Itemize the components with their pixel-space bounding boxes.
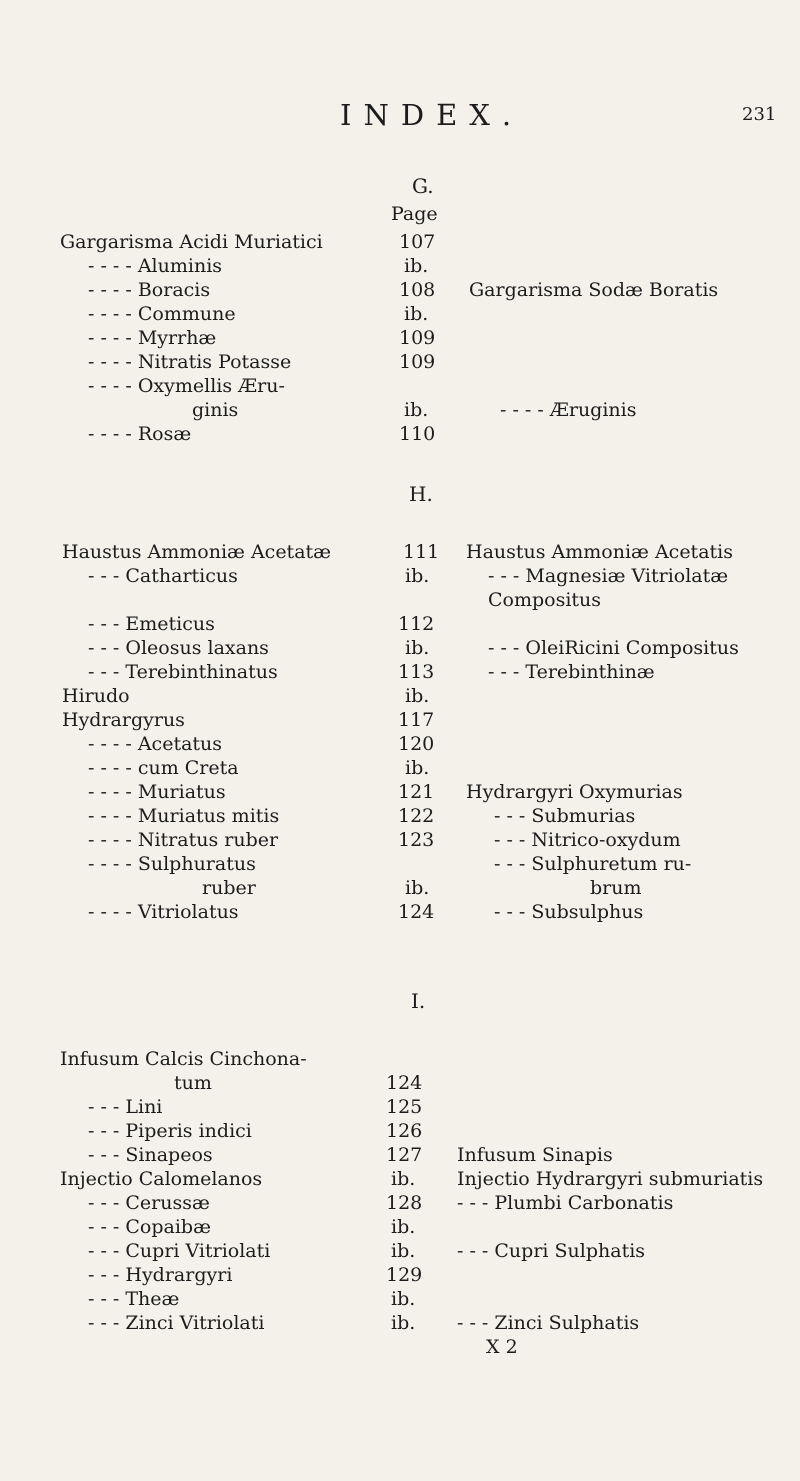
index-entry: - - - Piperis indici <box>88 1120 252 1142</box>
page-ref: 113 <box>398 661 435 683</box>
page-ref: 128 <box>386 1192 423 1214</box>
page-title: INDEX. <box>340 98 524 132</box>
index-entry: - - - Cupri Vitriolati <box>88 1240 271 1262</box>
page-ref: ib. <box>391 1216 416 1238</box>
page-ref: 125 <box>386 1096 423 1118</box>
page-ref: ib. <box>405 565 430 587</box>
page-ref: 122 <box>398 805 435 827</box>
page-ref: 111 <box>403 541 440 563</box>
index-entry: - - - Sulphuretum ru- <box>494 853 692 875</box>
page-ref: ib. <box>405 757 430 779</box>
page-ref: ib. <box>404 303 429 325</box>
page-ref: 108 <box>399 279 436 301</box>
index-entry: Injectio Hydrargyri submuriatis <box>457 1168 764 1190</box>
index-entry: Gargarisma Sodæ Boratis <box>469 279 719 301</box>
page-ref: ib. <box>405 685 430 707</box>
page-ref: 127 <box>386 1144 423 1166</box>
index-entry-continuation: tum <box>174 1072 212 1094</box>
index-entry: - - - - Boracis <box>88 279 211 301</box>
index-entry: - - - Sinapeos <box>88 1144 213 1166</box>
index-entry: - - - Nitrico-oxydum <box>494 829 681 851</box>
section-letter: G. <box>412 174 434 198</box>
page-ref: 121 <box>398 781 435 803</box>
index-entry: - - - - Nitratis Potasse <box>88 351 292 373</box>
index-entry: - - - - Commune <box>88 303 236 325</box>
index-entry: - - - - Acetatus <box>88 733 223 755</box>
index-entry: Infusum Sinapis <box>457 1144 613 1166</box>
page-ref: ib. <box>391 1312 416 1334</box>
page-ref: 109 <box>399 351 436 373</box>
index-entry: Infusum Calcis Cinchona- <box>60 1048 307 1070</box>
index-entry-continuation: brum <box>590 877 642 899</box>
index-entry: - - - Oleosus laxans <box>88 637 269 659</box>
index-entry: Hydrargyrus <box>62 709 185 731</box>
index-entry: - - - - Aluminis <box>88 255 223 277</box>
page-ref: ib. <box>391 1288 416 1310</box>
index-entry: Injectio Calomelanos <box>60 1168 263 1190</box>
section-letter: H. <box>409 482 433 506</box>
page-ref: ib. <box>405 637 430 659</box>
page-ref: 126 <box>386 1120 423 1142</box>
signature-mark: X 2 <box>486 1336 518 1358</box>
page-ref: ib. <box>391 1168 416 1190</box>
index-entry: - - - - Muriatus <box>88 781 226 803</box>
index-entry: - - - - Nitratus ruber <box>88 829 279 851</box>
page-ref: 109 <box>399 327 436 349</box>
page-ref: ib. <box>391 1240 416 1262</box>
index-entry: - - - - Æruginis <box>500 399 637 421</box>
page-column-label: Page <box>391 203 438 225</box>
index-entry: - - - Plumbi Carbonatis <box>457 1192 674 1214</box>
index-entry: - - - - cum Creta <box>88 757 239 779</box>
index-entry: - - - Theæ <box>88 1288 180 1310</box>
index-entry: - - - Emeticus <box>88 613 215 635</box>
index-entry: - - - Cerussæ <box>88 1192 210 1214</box>
index-entry: - - - Lini <box>88 1096 163 1118</box>
index-entry: - - - Terebinthinatus <box>88 661 278 683</box>
index-entry: Haustus Ammoniæ Acetatis <box>466 541 733 563</box>
index-entry-continuation: Compositus <box>488 589 602 611</box>
page-header <box>0 98 800 138</box>
index-entry: - - - Cupri Sulphatis <box>457 1240 646 1262</box>
index-entry: - - - OleiRicini Compositus <box>488 637 739 659</box>
page-ref: 124 <box>386 1072 423 1094</box>
index-entry: - - - Magnesiæ Vitriolatæ <box>488 565 729 587</box>
index-entry: Hydrargyri Oxymurias <box>466 781 683 803</box>
index-entry: - - - Catharticus <box>88 565 238 587</box>
page-ref: 107 <box>399 231 436 253</box>
section-letter: I. <box>411 989 426 1013</box>
index-entry: Haustus Ammoniæ Acetatæ <box>62 541 332 563</box>
index-entry: - - - Subsulphus <box>494 901 644 923</box>
index-entry: - - - - Oxymellis Æru- <box>88 375 285 397</box>
index-entry: - - - - Myrrhæ <box>88 327 217 349</box>
page-number: 231 <box>742 104 777 125</box>
index-entry: - - - Zinci Vitriolati <box>88 1312 265 1334</box>
page-ref: 123 <box>398 829 435 851</box>
index-entry: Gargarisma Acidi Muriatici <box>60 231 323 253</box>
page-ref: 129 <box>386 1264 423 1286</box>
index-entry: - - - Submurias <box>494 805 636 827</box>
page-ref: 117 <box>398 709 435 731</box>
index-entry: - - - Terebinthinæ <box>488 661 655 683</box>
index-entry: Hirudo <box>62 685 130 707</box>
index-entry: - - - - Sulphuratus <box>88 853 256 875</box>
page-ref: ib. <box>405 877 430 899</box>
page-ref: ib. <box>404 399 429 421</box>
index-entry: - - - - Muriatus mitis <box>88 805 280 827</box>
index-entry-continuation: ginis <box>192 399 239 421</box>
page-ref: 120 <box>398 733 435 755</box>
index-entry: - - - - Rosæ <box>88 423 192 445</box>
index-entry: - - - Zinci Sulphatis <box>457 1312 640 1334</box>
page-ref: ib. <box>404 255 429 277</box>
index-entry: - - - Copaibæ <box>88 1216 211 1238</box>
page-ref: 110 <box>399 423 436 445</box>
page-ref: 112 <box>398 613 435 635</box>
index-entry: - - - - Vitriolatus <box>88 901 239 923</box>
page-ref: 124 <box>398 901 435 923</box>
index-entry: - - - Hydrargyri <box>88 1264 233 1286</box>
index-entry-continuation: ruber <box>202 877 256 899</box>
